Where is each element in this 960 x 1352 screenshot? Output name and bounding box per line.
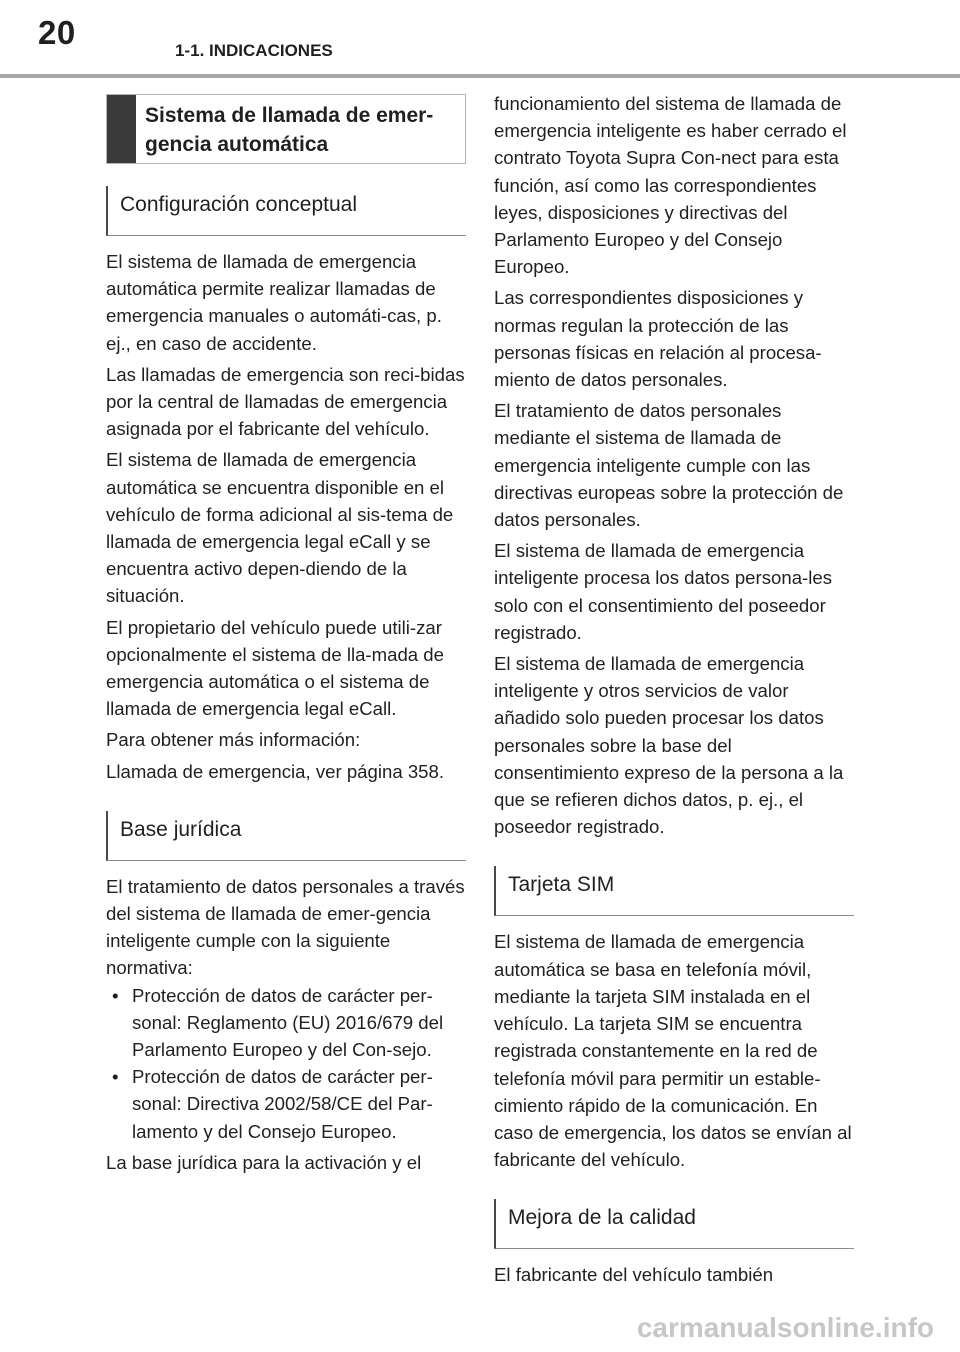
subsection-heading-tarjeta-sim xyxy=(494,866,854,916)
subsection-title: Mejora de la calidad xyxy=(508,1206,696,1230)
paragraph: Las llamadas de emergencia son reci-bidas por la central de llamadas de emergencia asignada por el fabricante del vehículo. xyxy=(106,363,465,440)
paragraph: El sistema de llamada de emergencia automática permite realizar llamadas de emergencia manuales o automáti-cas, p. ej., en caso de accidente. xyxy=(106,251,442,354)
page-header xyxy=(0,0,960,80)
paragraph: Las correspondientes disposiciones y normas regulan la protección de las personas físicas en relación al procesa-miento de datos personales. xyxy=(494,287,822,391)
subsection-heading-configuracion xyxy=(106,186,466,236)
subsection-body-tarjeta-sim xyxy=(494,928,854,1173)
paragraph: La base jurídica para la activación y el xyxy=(106,1151,422,1173)
subsection-title: Configuración conceptual xyxy=(120,193,357,216)
paragraph: El sistema de llamada de emergencia automática se encuentra disponible en el vehículo de forma adicional al sis-tema de llamada de emergencia legal eCall y se encuentra activo depen-diendo de la situación. xyxy=(106,449,454,607)
page-number: 20 xyxy=(38,14,76,51)
paragraph: El sistema de llamada de emergencia inteligente y otros servicios de valor añadido solo pueden procesar los datos personales sobre la base del consentimiento expreso de la persona a la que se refieren dichos datos, p. ej., el poseedor registrado. xyxy=(494,653,844,838)
paragraph: El sistema de llamada de emergencia automática se basa en telefonía móvil, mediante la tarjeta SIM instalada en el vehículo. La tarjeta SIM se encuentra registrada constantemente en la red de telefonía móvil para permitir un estable-cimiento rápido de la comunicación. En caso de emergencia, los datos se envían al fabricante del vehículo. xyxy=(494,931,852,1171)
right-column xyxy=(494,90,854,1289)
subsection-heading-base-juridica xyxy=(106,811,466,861)
paragraph: Para obtener más información: xyxy=(106,729,361,751)
subsection-heading-mejora-calidad xyxy=(494,1199,854,1249)
subsection-title: Base jurídica xyxy=(120,817,242,841)
section-heading-box xyxy=(106,94,466,164)
subsection-body-base-juridica xyxy=(106,873,466,1176)
bullet-list xyxy=(106,982,466,1145)
section-title: Sistema de llamada de emer-gencia automática xyxy=(145,104,434,156)
list-item xyxy=(106,982,466,1064)
paragraph: El fabricante del vehículo también xyxy=(494,1264,774,1286)
subsection-title: Tarjeta SIM xyxy=(508,873,615,897)
list-item-text: Protección de datos de carácter per-sonal: Reglamento (EU) 2016/679 del Parlamento Europeo y del Con-sejo. xyxy=(132,984,444,1061)
right-body xyxy=(494,90,854,840)
watermark: carmanualsonline.info xyxy=(636,1312,934,1343)
bullet-glyph: • xyxy=(112,1066,119,1088)
list-item xyxy=(106,1063,466,1145)
paragraph: El tratamiento de datos personales mediante el sistema de llamada de emergencia inteligente cumple con las directivas europeas sobre la protección de datos personales. xyxy=(494,400,844,531)
paragraph: El propietario del vehículo puede utili-zar opcionalmente el sistema de lla-mada de emergencia automática o el sistema de llamada de emergencia legal eCall. xyxy=(106,616,444,720)
paragraph: funcionamiento del sistema de llamada de emergencia inteligente es haber cerrado el contrato Toyota Supra Con-nect para esta función, así como las correspondientes leyes, disposiciones y directivas del Parlamento Europeo y del Consejo Europeo. xyxy=(494,93,847,278)
paragraph: Llamada de emergencia, ver página 358. xyxy=(106,760,445,782)
subsection-body-mejora-calidad xyxy=(494,1261,854,1288)
section-heading-bar xyxy=(107,95,136,163)
bullet-glyph: • xyxy=(112,984,119,1006)
left-column xyxy=(106,90,466,1176)
subsection-body-configuracion xyxy=(106,248,466,785)
list-item-text: Protección de datos de carácter per-sonal: Directiva 2002/58/CE del Par-lamento y del Consejo Europeo. xyxy=(132,1066,433,1142)
chapter-title: 1-1. INDICACIONES xyxy=(175,41,333,60)
paragraph: El tratamiento de datos personales a través del sistema de llamada de emer-gencia inteligente cumple con la siguiente normativa: xyxy=(106,875,465,979)
paragraph: El sistema de llamada de emergencia inteligente procesa los datos persona-les solo con el consentimiento del poseedor registrado. xyxy=(494,540,832,643)
header-divider xyxy=(0,74,960,78)
